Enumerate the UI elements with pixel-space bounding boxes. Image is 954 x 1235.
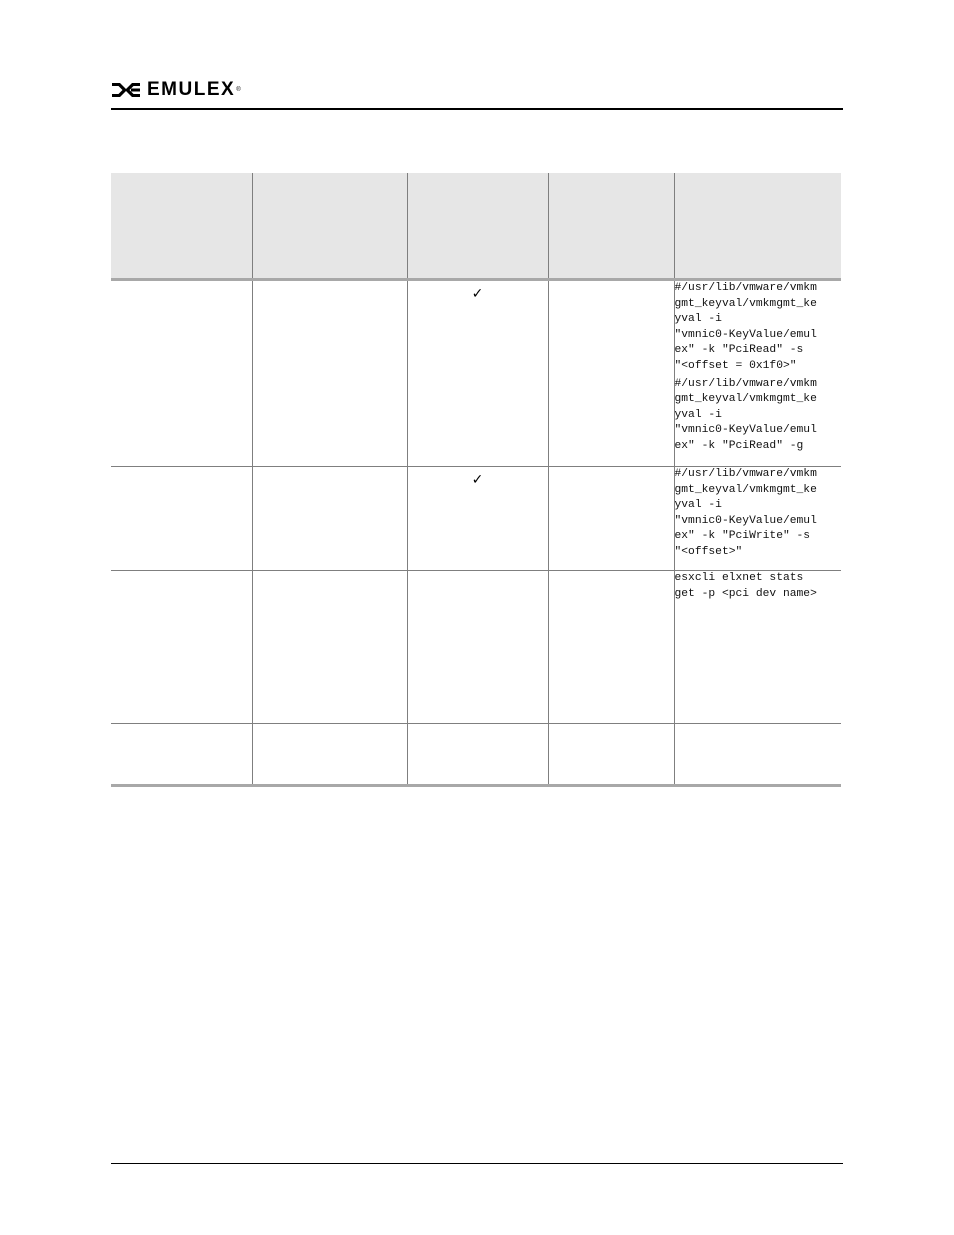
- table-cell: [111, 571, 252, 724]
- command-cell: [674, 467, 841, 571]
- logo-trademark: ®: [236, 87, 241, 93]
- command-cell: [674, 571, 841, 724]
- table-cell: [548, 571, 674, 724]
- table-cell: [548, 724, 674, 786]
- table-row: [111, 280, 841, 467]
- column-header: [674, 173, 841, 280]
- column-header: [252, 173, 407, 280]
- command-table: [111, 173, 841, 787]
- command-cell: [674, 280, 841, 467]
- table-cell: [111, 724, 252, 786]
- table-cell: [252, 724, 407, 786]
- column-header: [111, 173, 252, 280]
- table-cell: [111, 467, 252, 571]
- header-rule: [111, 108, 843, 110]
- footer-rule: [111, 1163, 843, 1164]
- table-cell: [252, 571, 407, 724]
- command-text: #/usr/lib/vmware/vmkm gmt_keyval/vmkmgmt_ke yval -i "vmnic0-KeyValue/emul ex" -k "PciWrite" -s "<offset>": [674, 468, 817, 558]
- table-cell: [407, 724, 548, 786]
- table-cell: [252, 280, 407, 467]
- table-cell: [111, 280, 252, 467]
- emulex-logo: [111, 80, 241, 100]
- checkmark-icon: ✓: [407, 467, 548, 571]
- table-header-row: [111, 173, 841, 280]
- table-cell: [252, 467, 407, 571]
- command-text: #/usr/lib/vmware/vmkm gmt_keyval/vmkmgmt_ke yval -i "vmnic0-KeyValue/emul ex" -k "PciRead" -g: [674, 377, 817, 452]
- table-row: [111, 571, 841, 724]
- checkmark-icon: ✓: [407, 280, 548, 467]
- logo-wordmark: EMULEX: [147, 79, 236, 100]
- command-text: #/usr/lib/vmware/vmkm gmt_keyval/vmkmgmt_ke yval -i "vmnic0-KeyValue/emul ex" -k "PciRead" -s "<offset = 0x1f0>": [674, 282, 817, 372]
- table-cell: [548, 467, 674, 571]
- table-cell: [674, 724, 841, 786]
- column-header: [407, 173, 548, 280]
- column-header: [548, 173, 674, 280]
- table-cell: [548, 280, 674, 467]
- table-row: [111, 467, 841, 571]
- command-text: esxcli elxnet stats get -p <pci dev name>: [674, 572, 817, 600]
- table-cell: [407, 571, 548, 724]
- emulex-logo-icon: [111, 81, 141, 99]
- table-row: [111, 724, 841, 786]
